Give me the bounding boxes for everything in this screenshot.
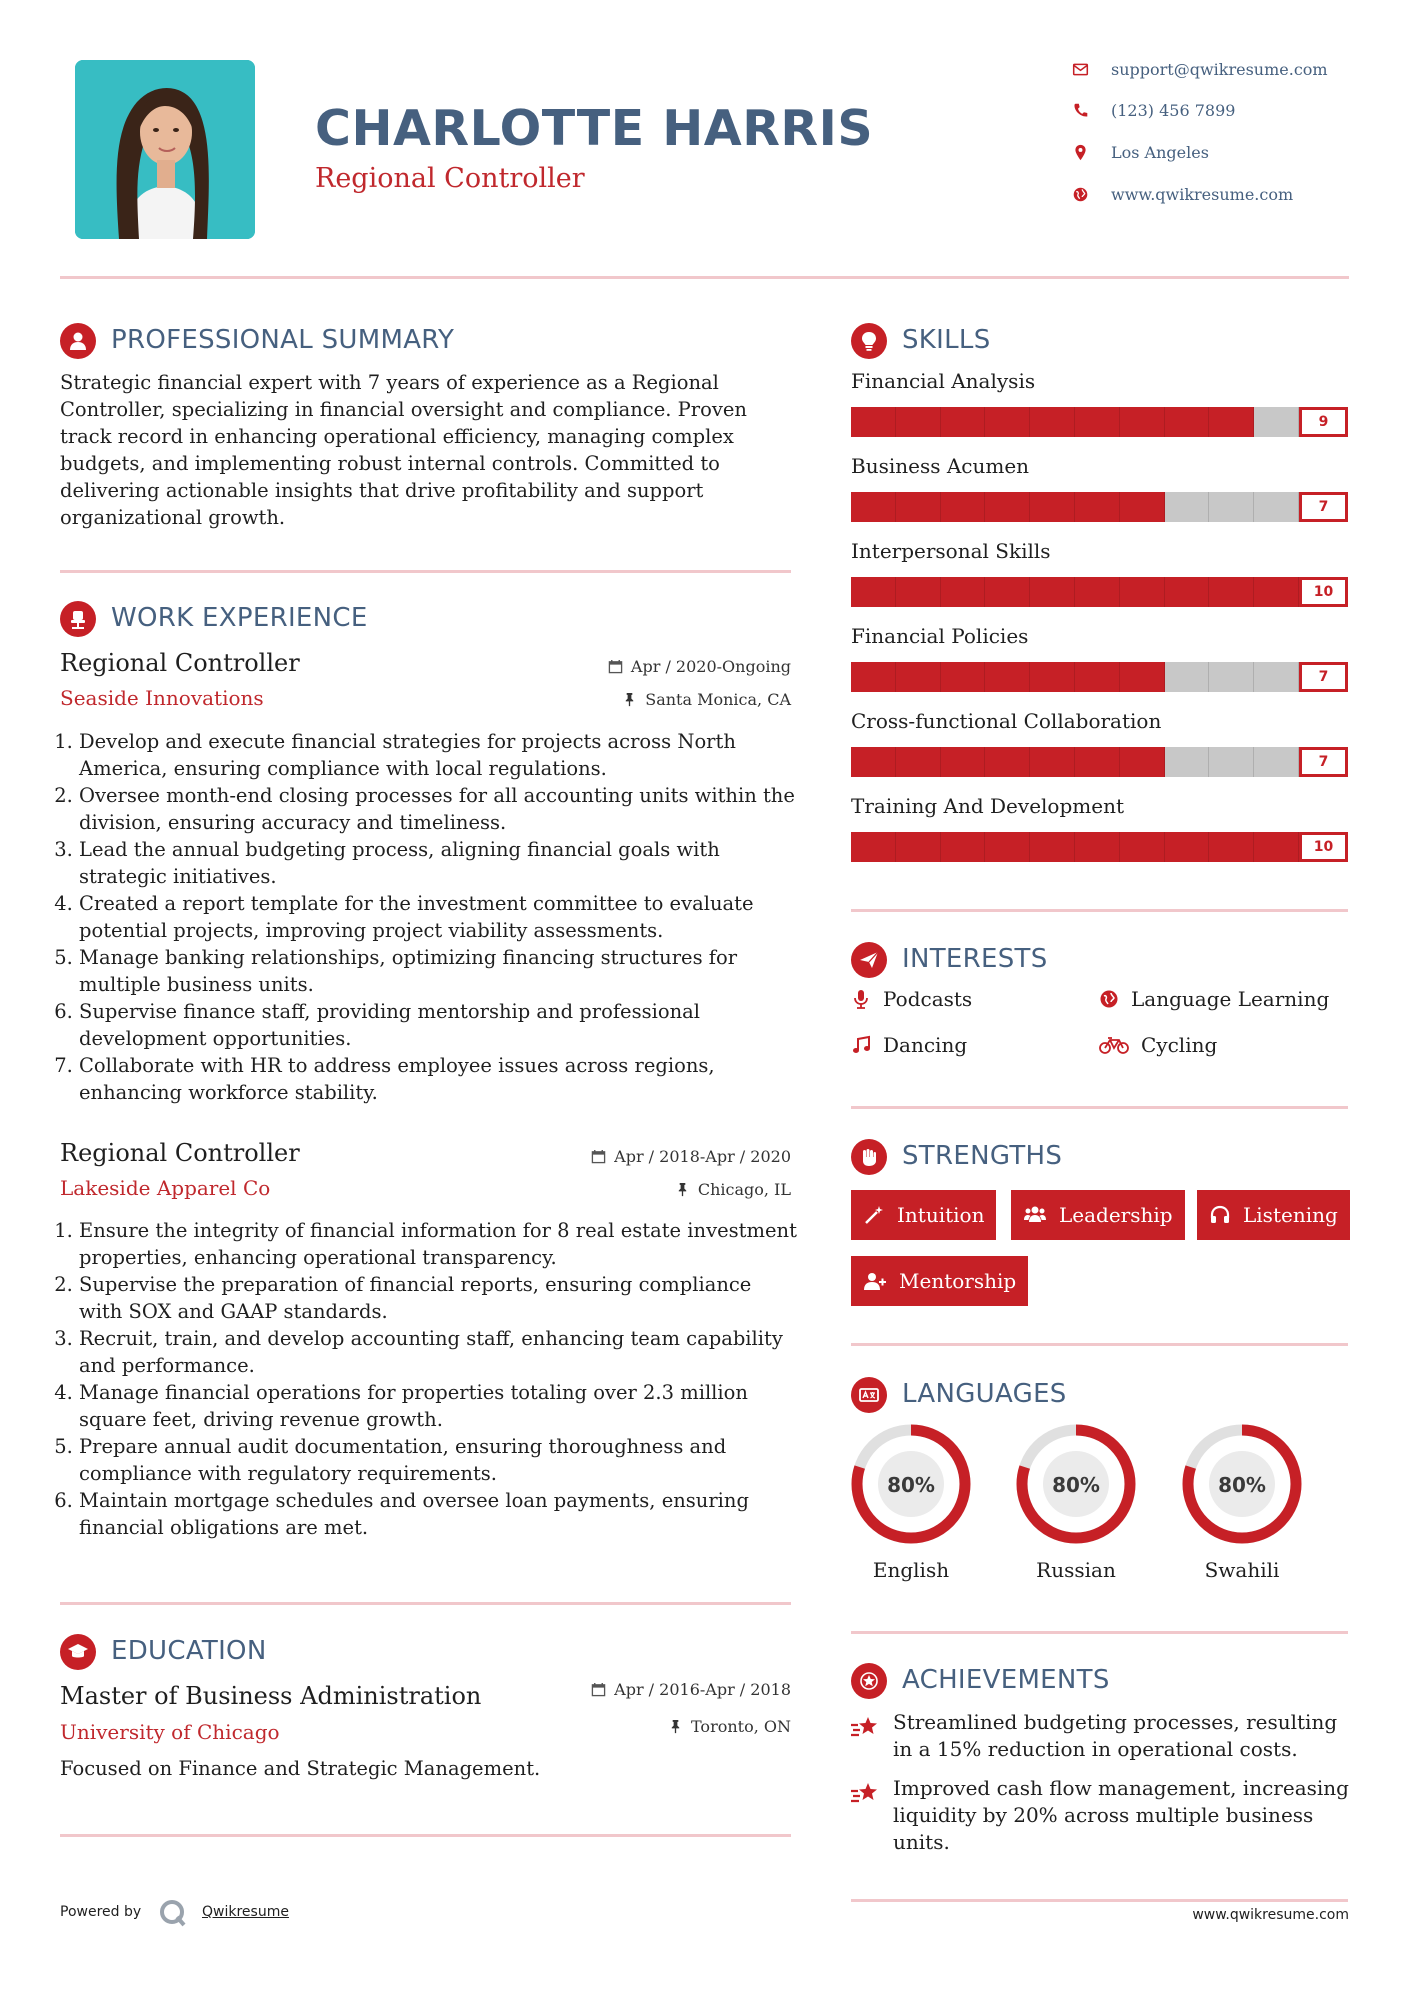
job-2-location: [560, 1180, 791, 1199]
education-school: University of Chicago: [60, 1720, 280, 1744]
skill-name: Cross-functional Collaboration: [851, 709, 1162, 733]
pushpin-icon: [622, 692, 637, 707]
skill-row: [851, 539, 1348, 624]
skill-segment: [896, 407, 941, 437]
candidate-name: CHARLOTTE HARRIS: [315, 100, 874, 157]
contact-email-text: support@qwikresume.com: [1111, 59, 1328, 79]
languages-section-icon: [851, 1377, 887, 1413]
list-item: 4. Manage financial operations for properties totaling over 2.3 million square feet, driving revenue growth.: [79, 1379, 800, 1433]
strengths-divider: [851, 1343, 1348, 1346]
skill-segment: [1120, 407, 1165, 437]
calendar-icon: [591, 1682, 606, 1697]
achievements-section-icon: [851, 1663, 887, 1699]
interest-item-language-learning: [1099, 987, 1329, 1011]
skill-name: Business Acumen: [851, 454, 1030, 478]
list-item: 3. Recruit, train, and develop accounting staff, enhancing team capability and performance.: [79, 1325, 800, 1379]
list-item: 6. Maintain mortgage schedules and oversee loan payments, ensuring financial obligations are met.: [79, 1487, 800, 1541]
headphones-icon: [1209, 1204, 1231, 1226]
strengths-section-icon: [851, 1139, 887, 1175]
summary-section-icon: [60, 323, 96, 359]
skill-name: Training And Development: [851, 794, 1124, 818]
skill-segment: [1165, 747, 1210, 777]
skills-divider: [851, 909, 1348, 912]
contact-website[interactable]: [1072, 180, 1293, 208]
job-1-location-text: Santa Monica, CA: [645, 690, 791, 709]
skill-segment: [941, 492, 986, 522]
interest-label: Language Learning: [1131, 987, 1330, 1011]
interest-label: Cycling: [1141, 1033, 1218, 1057]
achievements-divider: [851, 1899, 1348, 1902]
skills-heading: SKILLS: [902, 325, 991, 355]
skill-bar: [851, 407, 1348, 437]
skill-bar: [851, 662, 1348, 692]
paper-plane-icon: [858, 949, 880, 971]
education-location: [560, 1717, 791, 1736]
skill-name: Financial Policies: [851, 624, 1029, 648]
languages-divider: [851, 1631, 1348, 1634]
list-item: 2. Supervise the preparation of financial reports, ensuring compliance with SOX and GAAP standards.: [79, 1271, 800, 1325]
user-icon: [67, 330, 89, 352]
skill-segments: [851, 747, 1299, 777]
language-item-swahili: [1180, 1422, 1304, 1582]
experience-section-icon: [60, 601, 96, 637]
skill-segment: [1209, 407, 1254, 437]
skill-name: Interpersonal Skills: [851, 539, 1051, 563]
bicycle-icon: [1099, 1035, 1129, 1055]
skill-segments: [851, 407, 1299, 437]
skill-segments: [851, 832, 1299, 862]
lightbulb-icon: [858, 330, 880, 352]
skill-segment: [896, 662, 941, 692]
strength-tag-mentorship: [851, 1256, 1028, 1306]
skill-name: Financial Analysis: [851, 369, 1036, 393]
list-item: 3. Lead the annual budgeting process, aligning financial goals with strategic initiatives.: [79, 836, 800, 890]
skill-segment: [1254, 577, 1299, 607]
skill-segments: [851, 492, 1299, 522]
pushpin-icon: [675, 1182, 690, 1197]
job-1-company: Seaside Innovations: [60, 686, 264, 710]
language-percent-label: 80%: [1052, 1473, 1100, 1497]
experience-divider: [60, 1602, 791, 1605]
skill-segment: [896, 577, 941, 607]
contact-email[interactable]: [1072, 55, 1328, 83]
list-item: 4. Created a report template for the investment committee to evaluate potential projects, improving project viability assessments.: [79, 890, 800, 944]
achievements-heading: ACHIEVEMENTS: [902, 1665, 1110, 1695]
education-heading: EDUCATION: [111, 1636, 267, 1666]
skill-segment: [1075, 407, 1120, 437]
education-description: Focused on Finance and Strategic Management.: [60, 1757, 541, 1780]
education-date: [540, 1680, 791, 1699]
shooting-star-icon: [849, 1777, 881, 1809]
fist-icon: [858, 1146, 880, 1168]
skill-segment: [1254, 662, 1299, 692]
list-item: 6. Supervise finance staff, providing mentorship and professional development opportunities.: [79, 998, 800, 1052]
interest-item-dancing: [851, 1033, 967, 1057]
language-progress-ring: [849, 1422, 973, 1546]
skill-segment: [1165, 662, 1210, 692]
skill-segment: [1120, 747, 1165, 777]
skill-segment: [1075, 662, 1120, 692]
list-item: 1. Develop and execute financial strategies for projects across North America, ensuring compliance with local regulations.: [79, 728, 800, 782]
skill-segment: [1209, 577, 1254, 607]
footer-website[interactable]: www.qwikresume.com: [1192, 1907, 1349, 1923]
strength-label: Listening: [1243, 1203, 1338, 1227]
email-icon: [1072, 61, 1089, 78]
skill-segment: [1075, 577, 1120, 607]
skill-segment: [1120, 492, 1165, 522]
skill-segment: [985, 832, 1030, 862]
achievement-item: [849, 1775, 1349, 1856]
education-date-text: Apr / 2016-Apr / 2018: [614, 1680, 791, 1699]
skill-segment: [985, 492, 1030, 522]
skill-segment: [1030, 832, 1075, 862]
skill-segment: [851, 492, 896, 522]
skill-segment: [1254, 407, 1299, 437]
language-icon: [858, 1384, 880, 1406]
education-divider: [60, 1834, 791, 1837]
skill-segment: [1165, 407, 1210, 437]
language-name: Swahili: [1204, 1558, 1280, 1582]
skill-bar: [851, 492, 1348, 522]
summary-heading: PROFESSIONAL SUMMARY: [111, 325, 455, 355]
experience-heading: WORK EXPERIENCE: [111, 603, 368, 633]
skill-segment: [1120, 577, 1165, 607]
users-icon: [1023, 1204, 1047, 1226]
skill-row: [851, 369, 1348, 454]
job-2-location-text: Chicago, IL: [697, 1180, 791, 1199]
job-1-title: Regional Controller: [60, 649, 300, 677]
strength-label: Mentorship: [899, 1269, 1017, 1293]
language-name: Russian: [1036, 1558, 1116, 1582]
profile-photo: [75, 60, 255, 239]
skill-segment: [1165, 832, 1210, 862]
language-percent-label: 80%: [1218, 1473, 1266, 1497]
skill-segment: [851, 407, 896, 437]
language-item-english: [849, 1422, 973, 1582]
interest-item-cycling: [1099, 1033, 1217, 1057]
skill-segment: [896, 492, 941, 522]
language-progress-ring: [1180, 1422, 1304, 1546]
achievement-text: Improved cash flow management, increasing liquidity by 20% across multiple business units.: [893, 1776, 1349, 1854]
job-2-company: Lakeside Apparel Co: [60, 1176, 271, 1200]
skill-segment: [941, 577, 986, 607]
strength-tag-listening: [1197, 1190, 1350, 1240]
skill-row: [851, 794, 1348, 879]
skill-segment: [1209, 832, 1254, 862]
skill-segment: [1120, 662, 1165, 692]
office-chair-icon: [67, 608, 89, 630]
summary-divider: [60, 570, 791, 573]
skill-segment: [1209, 492, 1254, 522]
interests-heading: INTERESTS: [902, 944, 1048, 974]
summary-text: Strategic financial expert with 7 years of experience as a Regional Controller, specializing in financial oversight and compliance. Proven track record in enhancing operational efficiency, managing complex budgets, and implementing robust internal controls. Committed to delivering actionable insights that drive profitability and support organizational growth.: [60, 371, 747, 529]
skill-score: 7: [1299, 747, 1348, 777]
skill-segment: [941, 832, 986, 862]
candidate-title: Regional Controller: [315, 163, 585, 194]
powered-by-label: Powered by: [60, 1904, 142, 1920]
calendar-icon: [591, 1149, 606, 1164]
skill-segment: [1030, 577, 1075, 607]
skill-row: [851, 624, 1348, 709]
job-2-date-text: Apr / 2018-Apr / 2020: [614, 1147, 791, 1166]
strengths-heading: STRENGTHS: [902, 1141, 1063, 1171]
skill-segment: [985, 747, 1030, 777]
interest-label: Podcasts: [883, 987, 973, 1011]
music-note-icon: [851, 1035, 871, 1055]
skill-score: 7: [1299, 662, 1348, 692]
achievement-text: Streamlined budgeting processes, resulting in a 15% reduction in operational costs.: [893, 1710, 1338, 1761]
list-item: 5. Prepare annual audit documentation, ensuring thoroughness and compliance with regulatory requirements.: [79, 1433, 800, 1487]
list-item: 7. Collaborate with HR to address employee issues across regions, enhancing workforce stability.: [79, 1052, 800, 1106]
skill-score: 7: [1299, 492, 1348, 522]
contact-website-text: www.qwikresume.com: [1111, 184, 1294, 204]
phone-icon: [1072, 102, 1089, 119]
calendar-icon: [608, 659, 623, 674]
list-item: 1. Ensure the integrity of financial information for 8 real estate investment properties, enhancing operational transparency.: [79, 1217, 800, 1271]
strength-tag-intuition: [851, 1190, 996, 1240]
qwikresume-link[interactable]: Qwikresume: [202, 1904, 289, 1920]
skill-segment: [941, 662, 986, 692]
globe-icon: [1072, 186, 1089, 203]
skill-segment: [1030, 492, 1075, 522]
language-name: English: [872, 1558, 950, 1582]
skill-segments: [851, 577, 1299, 607]
interest-label: Dancing: [883, 1033, 968, 1057]
skill-segment: [851, 747, 896, 777]
skill-segment: [896, 747, 941, 777]
graduation-cap-icon: [67, 1641, 89, 1663]
education-degree: Master of Business Administration: [60, 1682, 482, 1710]
job-1-location: [560, 690, 791, 709]
portrait-illustration: [75, 60, 255, 239]
skill-segment: [1165, 577, 1210, 607]
list-item: 5. Manage banking relationships, optimizing financing structures for multiple business units.: [79, 944, 800, 998]
skill-segment: [1209, 662, 1254, 692]
skill-segment: [985, 662, 1030, 692]
skills-section-icon: [851, 323, 887, 359]
job-1-bullets: [60, 728, 800, 1106]
header-divider: [60, 276, 1349, 279]
skill-segment: [1165, 492, 1210, 522]
skill-segment: [1254, 747, 1299, 777]
shooting-star-icon: [849, 1711, 881, 1743]
job-2-title: Regional Controller: [60, 1139, 300, 1167]
skill-row: [851, 454, 1348, 539]
skill-segment: [1075, 492, 1120, 522]
interests-divider: [851, 1106, 1348, 1109]
list-item: 2. Oversee month-end closing processes for all accounting units within the division, ensuring accuracy and timeliness.: [79, 782, 800, 836]
skill-segment: [851, 577, 896, 607]
skill-segment: [1209, 747, 1254, 777]
languages-heading: LANGUAGES: [902, 1379, 1067, 1409]
contact-phone-text: (123) 456 7899: [1111, 100, 1236, 120]
strength-label: Intuition: [897, 1203, 985, 1227]
skill-segment: [985, 407, 1030, 437]
location-pin-icon: [1072, 144, 1089, 161]
skill-segment: [941, 747, 986, 777]
skill-bar: [851, 577, 1348, 607]
skill-row: [851, 709, 1348, 794]
job-1-date: [560, 657, 791, 676]
magic-wand-icon: [863, 1204, 885, 1226]
skill-segment: [1075, 832, 1120, 862]
achievement-item: [849, 1709, 1349, 1763]
skill-segment: [851, 832, 896, 862]
qwikresume-logo-icon: [158, 1898, 188, 1928]
job-1-date-text: Apr / 2020-Ongoing: [630, 657, 791, 676]
skill-bar: [851, 747, 1348, 777]
education-section-icon: [60, 1634, 96, 1670]
skill-segment: [896, 832, 941, 862]
education-location-text: Toronto, ON: [691, 1717, 791, 1736]
interests-section-icon: [851, 942, 887, 978]
pushpin-icon: [668, 1719, 683, 1734]
user-plus-icon: [863, 1270, 887, 1292]
skills-list: [851, 369, 1348, 879]
skill-segment: [1030, 407, 1075, 437]
skill-score: 10: [1299, 832, 1348, 862]
language-item-russian: [1014, 1422, 1138, 1582]
language-progress-ring: [1014, 1422, 1138, 1546]
contact-location: [1072, 138, 1209, 166]
skill-segment: [941, 407, 986, 437]
job-2-bullets: [60, 1217, 800, 1541]
skill-segment: [1120, 832, 1165, 862]
interest-item-podcasts: [851, 987, 972, 1011]
skill-bar: [851, 832, 1348, 862]
skill-segment: [1075, 747, 1120, 777]
language-percent-label: 80%: [887, 1473, 935, 1497]
job-2-date: [540, 1147, 791, 1166]
skill-segment: [985, 577, 1030, 607]
contact-location-text: Los Angeles: [1111, 142, 1209, 162]
skill-score: 9: [1299, 407, 1348, 437]
skill-segment: [1030, 662, 1075, 692]
skill-score: 10: [1299, 577, 1348, 607]
contact-phone[interactable]: [1072, 96, 1235, 124]
skill-segment: [851, 662, 896, 692]
globe-icon: [1099, 989, 1119, 1009]
skill-segment: [1030, 747, 1075, 777]
strength-tag-leadership: [1011, 1190, 1185, 1240]
strength-label: Leadership: [1059, 1203, 1173, 1227]
star-badge-icon: [858, 1670, 880, 1692]
skill-segments: [851, 662, 1299, 692]
skill-segment: [1254, 832, 1299, 862]
skill-segment: [1254, 492, 1299, 522]
microphone-icon: [851, 989, 871, 1009]
